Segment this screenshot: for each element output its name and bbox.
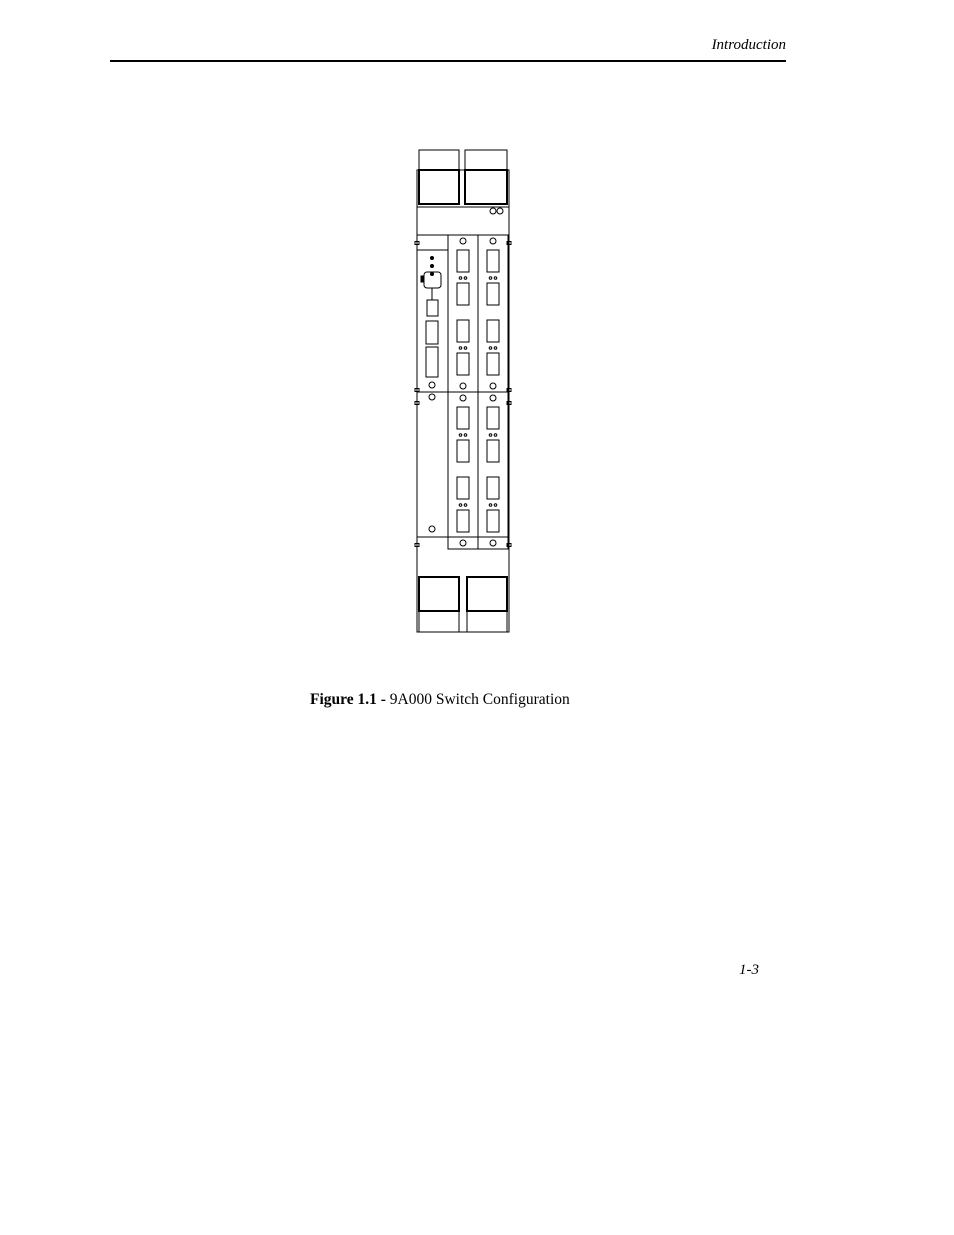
module-screw	[490, 395, 496, 401]
network-port	[457, 440, 469, 462]
expansion-slot	[426, 347, 438, 377]
top-right-fan-unit	[465, 170, 507, 204]
indicator-led	[497, 208, 503, 214]
network-port	[457, 407, 469, 429]
top-housing	[417, 170, 509, 207]
running-head-title: Introduction	[711, 37, 786, 53]
line-card-module	[448, 392, 478, 549]
port-led	[464, 504, 467, 507]
port-latch	[421, 276, 424, 282]
bottom-right-tab	[467, 611, 507, 632]
network-port	[487, 510, 499, 532]
port-led	[489, 347, 492, 350]
figure-caption-text: 9A000 Switch Configuration	[385, 691, 570, 708]
status-led	[431, 257, 434, 260]
network-port	[457, 283, 469, 305]
bottom-left-tab	[419, 611, 459, 632]
network-port	[457, 250, 469, 272]
line-card-module	[448, 235, 478, 392]
page-number: 1-3	[739, 962, 759, 978]
module-screw	[429, 382, 435, 388]
module-screw	[490, 238, 496, 244]
port-led	[459, 347, 462, 350]
top-left-tab	[419, 150, 459, 170]
network-port	[457, 353, 469, 375]
network-port	[487, 407, 499, 429]
chassis-outline	[417, 207, 509, 632]
network-port	[487, 250, 499, 272]
port-led	[459, 434, 462, 437]
expansion-slot	[426, 321, 438, 344]
network-port	[487, 353, 499, 375]
module-screw	[490, 383, 496, 389]
network-port	[487, 440, 499, 462]
port-led	[494, 277, 497, 280]
switch-chassis-figure	[405, 145, 520, 645]
port-led	[464, 434, 467, 437]
top-right-tab	[465, 150, 507, 170]
module-screw	[429, 526, 435, 532]
port-led	[459, 277, 462, 280]
network-port	[487, 283, 499, 305]
port-led	[464, 277, 467, 280]
header-rule	[110, 60, 786, 62]
module-screw	[490, 540, 496, 546]
status-led	[431, 265, 434, 268]
port-led	[494, 504, 497, 507]
port-led	[459, 504, 462, 507]
bottom-right-fan-unit	[467, 577, 507, 611]
port-led	[494, 347, 497, 350]
indicator-led	[490, 208, 496, 214]
status-led	[431, 273, 434, 276]
top-left-fan-unit	[419, 170, 459, 204]
port-led	[489, 504, 492, 507]
port-led	[494, 434, 497, 437]
figure-label: Figure 1.1 -	[310, 691, 386, 708]
line-card-module	[478, 235, 508, 392]
port-led	[489, 434, 492, 437]
module-screw	[460, 395, 466, 401]
module-screw	[429, 394, 435, 400]
module-screw	[460, 383, 466, 389]
mgmt-port	[427, 300, 438, 316]
figure-caption	[310, 691, 570, 709]
network-port	[457, 510, 469, 532]
network-port	[487, 477, 499, 499]
module-screw	[460, 540, 466, 546]
bottom-left-fan-unit	[419, 577, 459, 611]
network-port	[487, 320, 499, 342]
network-port	[457, 320, 469, 342]
network-port	[457, 477, 469, 499]
line-card-module	[478, 392, 508, 549]
module-screw	[460, 238, 466, 244]
switch-chassis-drawing	[405, 145, 520, 640]
port-led	[464, 347, 467, 350]
port-led	[489, 277, 492, 280]
